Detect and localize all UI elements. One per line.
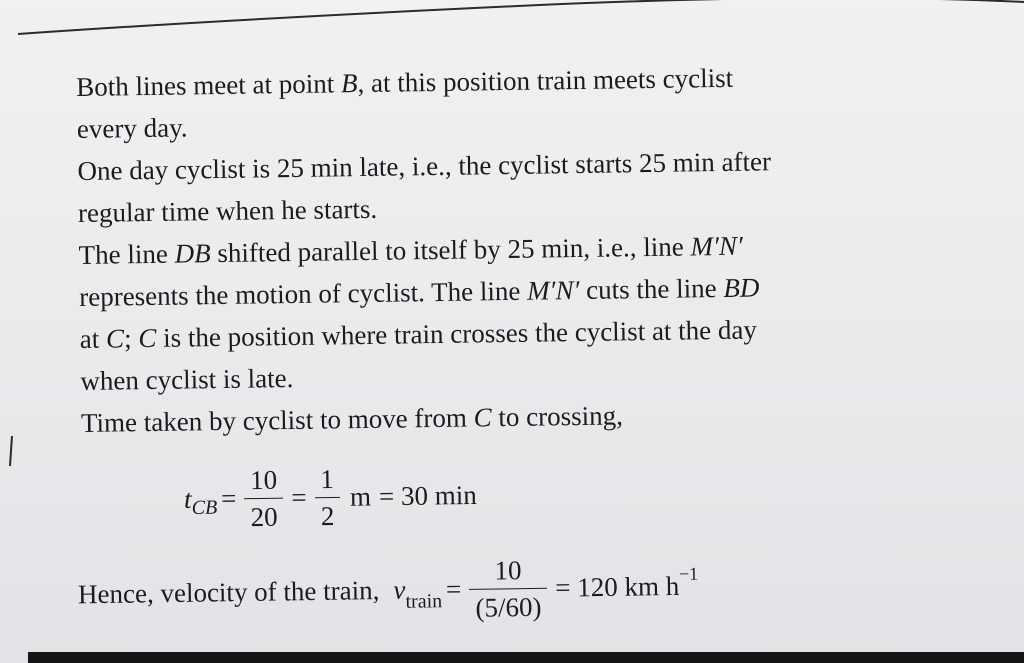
point-b: B [340, 68, 358, 99]
fraction-10-over-5-60 [469, 553, 548, 623]
text: Hence, velocity of the train, [77, 574, 380, 609]
subscript-train: train [405, 589, 443, 613]
symbol-v: v [393, 574, 406, 605]
denominator: 20 [244, 497, 283, 533]
numerator: 10 [494, 554, 522, 586]
text: every day. [76, 112, 188, 144]
text: cuts the line [579, 272, 724, 305]
line-db: DB [174, 238, 211, 269]
numerator: 1 [320, 463, 334, 494]
result-120-kmh: = 120 km h [555, 570, 680, 603]
result-30-min: = 30 min [378, 479, 477, 511]
equals-sign: = [291, 481, 307, 513]
denominator: 2 [315, 496, 341, 531]
text: regular time when he starts. [77, 193, 378, 228]
solution-text [76, 54, 961, 444]
symbol-t: t [183, 483, 192, 514]
equation-train-velocity [77, 541, 699, 640]
text: to crossing, [491, 400, 624, 433]
text: when cyclist is late. [80, 362, 294, 396]
text: Both lines meet at point [76, 68, 342, 102]
fraction-1-over-2 [314, 462, 340, 531]
line-bd: BD [723, 272, 760, 303]
equals-sign: = [445, 573, 462, 604]
denominator: (5/60) [469, 587, 547, 623]
equals-sign: = [220, 482, 237, 514]
text: is the position where train crosses the cyclist at the day [156, 314, 758, 353]
numerator: 10 [249, 464, 278, 495]
point-c: C [138, 322, 157, 354]
text: ; [123, 323, 139, 354]
text: at [79, 323, 107, 354]
exponent: −1 [678, 563, 699, 584]
equation-time-cb [183, 450, 477, 544]
text: Time taken by cyclist to move from [80, 402, 474, 438]
point-c: C [105, 323, 125, 354]
bottom-edge-bar [28, 652, 1024, 663]
text: One day cyclist is 25 min late, i.e., the cyclist starts 25 min after [77, 146, 772, 186]
top-rule [18, 0, 1024, 40]
line-mn: M′N′ [690, 230, 743, 262]
text: The line [78, 238, 175, 270]
text: shifted parallel to itself by 25 min, i.e., line [210, 231, 691, 269]
unit-m: m [349, 480, 372, 512]
point-c: C [473, 402, 492, 433]
fraction-10-over-20 [244, 463, 284, 533]
line-mn: M′N′ [526, 274, 580, 306]
text: represents the motion of cyclist. The line [79, 275, 528, 312]
text: , at this position train meets cyclist [357, 62, 734, 99]
margin-pencil-mark [8, 436, 14, 466]
subscript-cb: CB [191, 496, 218, 519]
